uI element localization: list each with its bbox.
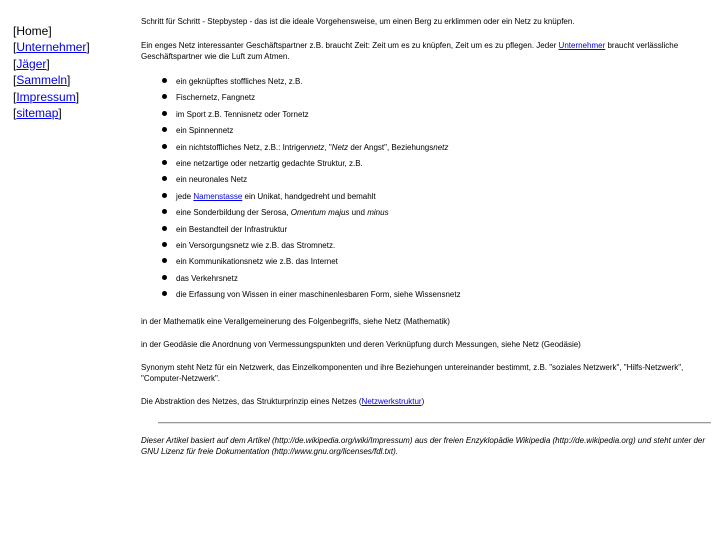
namenstasse-link[interactable]: Namenstasse	[193, 191, 243, 201]
nav-link-sammeln[interactable]: Sammeln	[16, 73, 68, 88]
bullet-icon	[162, 127, 167, 132]
nav-link-sitemap[interactable]: sitemap	[16, 106, 59, 121]
nav-item-impressum	[13, 89, 90, 105]
nav-link-jaeger[interactable]: Jäger	[16, 56, 47, 71]
list-item-text: und	[349, 208, 368, 218]
intro-paragraph: Schritt für Schritt - Stepbystep - das ist die ideale Vorgehensweise, um einen Berg zu erklimmen oder ein Netz zu knüpfen.	[141, 17, 575, 26]
list-item-italic: netz	[309, 142, 325, 152]
bullet-icon	[162, 144, 167, 149]
list-item-text: ein Versorgungsnetz wie z.B. das Stromnetz.	[176, 240, 336, 250]
list-item-text: der Angst", Beziehungs	[348, 142, 434, 152]
bracket-open: [	[13, 106, 17, 121]
divider	[158, 422, 711, 424]
list-item	[141, 125, 721, 141]
list-item-text: ein Unikat, handgedreht und bemahlt	[242, 191, 376, 201]
bullet-icon	[162, 209, 167, 214]
synonym-paragraph: Synonym steht Netz für ein Netzwerk, das Einzelkomponenten und ihre Beziehungen untereinander bestimmt, z.B. "soziales Netzwerk", "Hilfs-Netzwerk", "Computer-Netzwerk".	[141, 363, 684, 384]
bullet-icon	[162, 226, 167, 231]
bracket-close: ]	[86, 40, 90, 55]
bracket-open: [	[13, 89, 17, 104]
list-item	[141, 158, 721, 174]
bracket-close: ]	[46, 56, 50, 71]
list-item	[141, 240, 721, 256]
bracket-open: [	[13, 73, 17, 88]
bracket-close: ]	[58, 106, 62, 121]
license-footer: Dieser Artikel basiert auf dem Artikel (http://de.wikipedia.org/wiki/Impressum) aus der freien Enzyklopädie Wikipedia (http://de.wikipedia.org) und steht unter der GNU Lizenz für freie Dokumentation (http://www.gnu.org/licenses/fdl.txt).	[141, 436, 706, 457]
bullet-icon	[162, 193, 167, 198]
list-item-text: Fischernetz, Fangnetz	[176, 93, 256, 103]
list-item	[141, 224, 721, 240]
list-item	[141, 174, 721, 190]
list-item-text: ein geknüpftes stoffliches Netz, z.B.	[176, 77, 303, 86]
list-item-text: eine Sonderbildung der Serosa,	[176, 208, 291, 218]
partner-text-after: braucht verlässliche Geschäftspartner wie die Luft zum Atmen.	[141, 41, 679, 61]
list-item-text: ein Spinnennetz	[176, 126, 234, 136]
sidebar-nav	[13, 23, 90, 121]
math-paragraph: in der Mathematik eine Verallgemeinerung des Folgenbegriffs, siehe Netz (Mathematik)	[141, 317, 450, 327]
nav-label-home: Home	[16, 24, 49, 38]
list-item-italic: netz	[433, 142, 449, 152]
list-item	[141, 191, 721, 207]
list-item	[141, 76, 721, 92]
list-item-text: ein nichtstoffliches Netz, z.B.: Intrigen	[176, 142, 310, 152]
list-item-text: , "	[324, 142, 332, 152]
unternehmer-link[interactable]: Unternehmer	[558, 41, 606, 50]
nav-item-unternehmer	[13, 39, 90, 55]
list-item	[141, 256, 721, 272]
bullet-icon	[162, 291, 167, 296]
list-item-text: eine netzartige oder netzartig gedachte Struktur, z.B.	[176, 158, 363, 168]
nav-item-sammeln	[13, 72, 90, 88]
bullet-icon	[162, 160, 167, 165]
list-item-text: ein neuronales Netz	[176, 175, 248, 185]
partner-paragraph	[141, 40, 721, 62]
abstraction-paragraph	[141, 396, 721, 407]
bullet-icon	[162, 176, 167, 181]
bullet-icon	[162, 94, 167, 99]
list-item-text: die Erfassung von Wissen in einer maschinenlesbaren Form, siehe Wissensnetz	[176, 290, 461, 300]
list-item-italic: minus	[367, 208, 389, 218]
partner-text-before: Ein enges Netz interessanter Geschäftspartner z.B. braucht Zeit: Zeit um es zu knüpfen, Zeit um es zu pflegen. Jeder	[141, 41, 559, 50]
list-item-text: ein Bestandteil der Infrastruktur	[176, 224, 288, 234]
list-item	[141, 92, 721, 108]
list-item	[141, 207, 721, 223]
bullet-icon	[162, 111, 167, 116]
list-item	[141, 109, 721, 125]
list-item-italic: Omentum majus	[290, 208, 350, 218]
list-item-text: das Verkehrsnetz	[176, 273, 238, 283]
bullet-icon	[162, 78, 167, 83]
bracket-open: [	[13, 40, 17, 55]
bracket-close: ]	[48, 24, 52, 38]
bullet-icon	[162, 242, 167, 247]
abstraction-text-after: )	[421, 397, 425, 407]
netzwerkstruktur-link[interactable]: Netzwerkstruktur	[361, 397, 422, 407]
bullet-icon	[162, 275, 167, 280]
nav-item-sitemap	[13, 105, 90, 121]
abstraction-text-before: Die Abstraktion des Netzes, das Strukturprinzip eines Netzes (	[141, 397, 362, 407]
bracket-open: [	[13, 24, 17, 38]
nav-link-impressum[interactable]: Impressum	[16, 89, 76, 104]
list-item	[141, 142, 721, 158]
main-content	[141, 16, 721, 457]
list-item	[141, 289, 721, 305]
list-item-italic: Netz	[331, 142, 349, 152]
bracket-open: [	[13, 56, 17, 71]
list-item-text: im Sport z.B. Tennisnetz oder Tornetz	[176, 109, 309, 119]
nav-link-unternehmer[interactable]: Unternehmer	[16, 40, 87, 55]
bullet-icon	[162, 258, 167, 263]
definition-list	[141, 76, 721, 305]
list-item-text: ein Kommunikationsnetz wie z.B. das Internet	[176, 257, 338, 267]
nav-item-jaeger	[13, 56, 90, 72]
bracket-close: ]	[67, 73, 71, 88]
bracket-close: ]	[75, 89, 80, 104]
list-item	[141, 273, 721, 289]
list-item-text: jede	[176, 191, 194, 201]
geodesy-paragraph: in der Geodäsie die Anordnung von Vermessungspunkten und deren Verknüpfung durch Messungen, siehe Netz (Geodäsie)	[141, 340, 581, 350]
nav-item-home	[13, 23, 90, 39]
